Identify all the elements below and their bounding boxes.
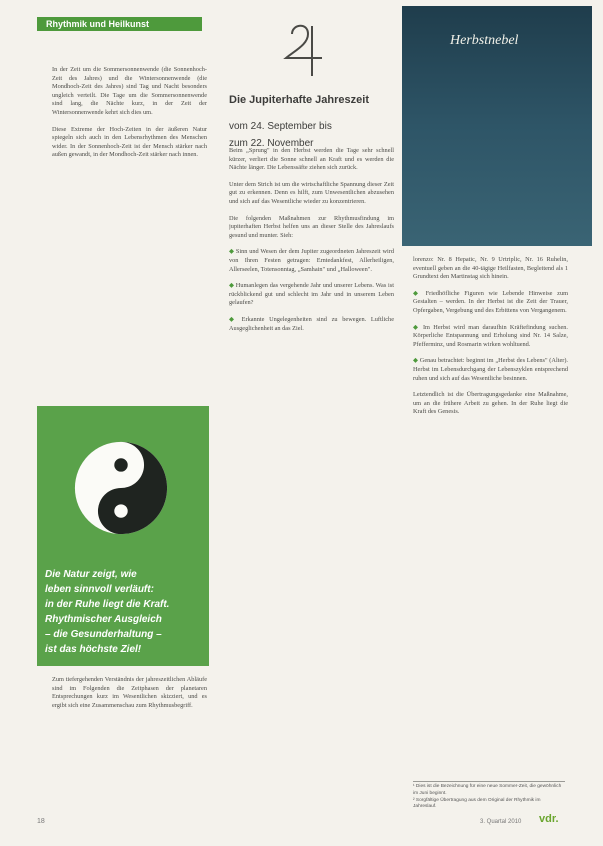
page-number: 18 bbox=[37, 818, 45, 825]
footnote: ² Sorgfältige Übertragung aus dem Original der Rhythmik im Jahreslauf. bbox=[413, 797, 541, 810]
mid-paragraph: Unter dem Strich ist um die wirtschaftliche Spannung dieser Zeit gut zu erkennen. Denn es hilft, zum Unwesentlichen abzusehen und sich auf das Wesentliche wieder zu konzentrieren. bbox=[229, 180, 394, 205]
publisher-logo: vdr. bbox=[539, 813, 559, 825]
right-bullet: ◆ Friedhöfliche Figuren wie Lebende Hinweise zum Gestalten – werden. In der Herbst ist die Zeit der Trauer, Opfergaben, Vergebung und des Erbittens von Vergangenem. bbox=[413, 290, 568, 316]
green-box-quote bbox=[45, 567, 210, 657]
quote-line: – die Gesunderhaltung – bbox=[45, 629, 162, 640]
right-column bbox=[413, 256, 568, 701]
right-bullet-list bbox=[413, 290, 568, 383]
article-title: Die Jupiterhafte Jahreszeit bbox=[229, 94, 369, 106]
footnote-divider bbox=[413, 781, 565, 782]
subtitle-line: zum 22. November bbox=[229, 138, 314, 149]
right-bullet: ◆ Genau betrachtet: beginnt im „Herbst des Lebens" (Alter). Herbst im Lebensdurchgang der Lebenszyklen entsprechend ruhen und sich auf das Wesentliche besinnen. bbox=[413, 357, 568, 383]
mid-paragraph: Die folgenden Maßnahmen zur Rhythmusfindung im jupiterhaften Herbst helfen uns an dieser Stelle des Jahreslaufs gesund und munter. Sieh: bbox=[229, 214, 394, 239]
section-tab: Rhythmik und Heilkunst bbox=[37, 17, 202, 31]
footnote: ¹ Dies ist die Bezeichnung für eine neue Sommer-Zeit, die gewöhnlich im Juni beginnt. bbox=[413, 784, 562, 796]
quote-line: leben sinnvoll verläuft: bbox=[45, 584, 154, 595]
left-bottom-text bbox=[52, 676, 207, 744]
mid-bullet-list bbox=[229, 248, 394, 333]
mid-bullet: ◆ Erkannte Ungelegenheiten sind zu bewegen. Luftliche Ausgeglichenheit an das Ziel. bbox=[229, 316, 394, 333]
right-intro: lorenzo: Nr. 8 Hepatic, Nr. 9 Urtriplic, Nr. 16 Ruhelin, eventuell geben an die 40-tägige Heilfasten, Begleitend als 1 Grundtext den Martinstag sich hinein. bbox=[413, 256, 568, 281]
issue-label: 3. Quartal 2010 bbox=[480, 819, 522, 825]
jupiter-symbol-icon bbox=[278, 20, 328, 80]
mid-bullet: ◆ Sinn und Wesen der dem Jupiter zugeordneten Jahreszeit wird von Ihren Festen getragen: Erntedankfest, Allerheiligen, Allerseelen, Totensonntag, „Samhain" und „Halloween". bbox=[229, 248, 394, 274]
right-closing: Letztendlich ist die Übertragungsgedanke eine Maßnahme, um an die frühere Arbeit zu gehen. In der Ruhe liegt die Kraft des Genesis. bbox=[413, 391, 568, 416]
quote-line: ist das höchste Ziel! bbox=[45, 644, 142, 655]
left-bottom-paragraph: Zum tiefergehenden Verständnis der jahreszeitlichen Abläufe sind im Folgenden die Zeitphasen der planetaren Entsprechungen kurz im Wesentlichen skizziert, und es ergibt sich eine Zusammenschau zum Rhythmusbegriff. bbox=[52, 676, 207, 709]
left-paragraph: In der Zeit um die Sommersonnenwende (die Sonnenhoch-Zeit des Jahres) und die Wintersonnenwende (die Mondhoch-Zeit des Jahres) sind Tag und Nacht besonders ungleich verteilt. Die Tage um die Sommersonnenwende sind lang, die Nächte kurz, in der Zeit der Wintersonnenwende kehrt sich dies um. bbox=[52, 66, 207, 116]
yin-yang-icon bbox=[73, 440, 169, 536]
subtitle-line: vom 24. September bis bbox=[229, 121, 332, 132]
middle-column bbox=[229, 147, 394, 692]
right-bullet: ◆ Im Herbst wird man daraufhin Kräftefindung suchen. Körperliche Entspannung und Erholung sind Nr. 14 Salze, Pfefferminz, und Rosmarin wirken wohltuend. bbox=[413, 324, 568, 350]
quote-line: Rhythmischer Ausgleich bbox=[45, 614, 162, 625]
mid-paragraph: Beim „Sprung" in den Herbst werden die Tage sehr schnell kürzer, verliert die Sonne schnell an Kraft und es werden die Nächte länger. Die Lebenssäfte ziehen sich zurück. bbox=[229, 147, 394, 172]
quote-line: Die Natur zeigt, wie bbox=[45, 569, 137, 580]
quote-line: in der Ruhe liegt die Kraft. bbox=[45, 599, 170, 610]
mid-bullet: ◆ Humanlegen das vergehende Jahr und unserer Lebens. Was ist rückblickend gut und schlecht im Jahr und in unserem Leben gelaufen? bbox=[229, 282, 394, 308]
photo-title: Herbstnebel bbox=[450, 33, 519, 48]
left-column bbox=[52, 66, 207, 316]
left-paragraph: Diese Extreme der Hoch-Zeiten in der äußeren Natur spiegeln sich auch in den Lebensrhythmen des Menschen wider. In der Sonnenhoch-Zeit ist der Mensch stärker nach außen gewandt, in der Mondhoch-Zeit stärker nach innen. bbox=[52, 125, 207, 159]
footnotes bbox=[413, 784, 563, 811]
